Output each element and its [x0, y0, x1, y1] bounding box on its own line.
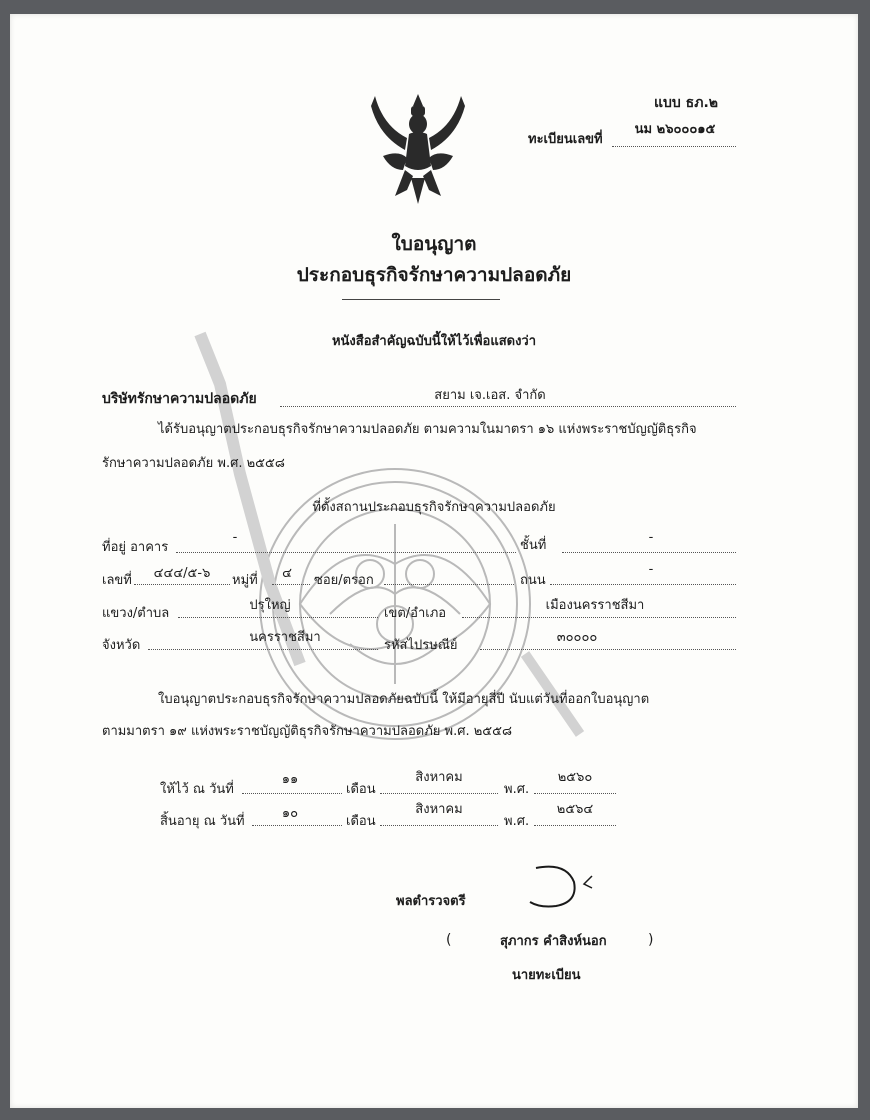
paragraph1-line1: ได้รับอนุญาตประกอบธุรกิจรักษาความปลอดภัย ตามความในมาตรา ๑๖ แห่งพระราชบัญญัติธุรกิจ [158, 422, 697, 437]
district-line [462, 617, 736, 618]
number-label: เลขที่ [102, 573, 132, 588]
road-label: ถนน [520, 573, 546, 588]
number-line [134, 584, 230, 585]
number-value: ๔๔๔/๕-๖ [153, 566, 211, 581]
issued-month-line [380, 793, 498, 794]
signer-open-paren: ( [446, 932, 452, 948]
company-label: บริษัทรักษาความปลอดภัย [102, 391, 257, 407]
license-document [10, 14, 858, 1108]
floor-line [562, 552, 736, 553]
expires-year-line [534, 825, 616, 826]
paragraph1-line2: รักษาความปลอดภัย พ.ศ. ๒๕๕๘ [102, 456, 285, 471]
subdistrict-value: ปรุใหญ่ [249, 598, 291, 613]
registration-line [612, 146, 736, 147]
expires-month-line [380, 825, 498, 826]
garuda-emblem-icon [365, 86, 471, 206]
province-value: นครราชสีมา [249, 630, 321, 645]
signature-icon [518, 860, 608, 916]
address-heading: ที่ตั้งสถานประกอบธุรกิจรักษาความปลอดภัย [312, 500, 556, 515]
moo-value: ๔ [282, 566, 292, 581]
registration-number: นม ๒๖๐๐๐๑๕ [634, 122, 716, 137]
floor-label: ชั้นที่ [520, 538, 547, 553]
registration-label: ทะเบียนเลขที่ [528, 132, 603, 147]
issued-month-label: เดือน [346, 782, 376, 797]
expires-month-label: เดือน [346, 814, 376, 829]
postcode-label: รหัสไปรษณีย์ [384, 638, 458, 653]
road-value: - [648, 562, 654, 577]
moo-label: หมู่ที่ [232, 573, 258, 588]
building-label: ที่อยู่ อาคาร [102, 540, 169, 555]
postcode-line [480, 649, 736, 650]
postcode-value: ๓๐๐๐๐ [556, 630, 598, 645]
signer-position: นายทะเบียน [512, 968, 581, 983]
district-value: เมืองนครราชสีมา [545, 598, 645, 613]
expires-month: สิงหาคม [415, 802, 463, 817]
district-label: เขต/อำเภอ [384, 606, 447, 621]
moo-line [272, 584, 310, 585]
province-label: จังหวัด [102, 638, 141, 653]
paragraph2-line1: ใบอนุญาตประกอบธุรกิจรักษาความปลอดภัยฉบับนี้ ให้มีอายุสี่ปี นับแต่วันที่ออกใบอนุญาต [158, 692, 650, 707]
issued-month: สิงหาคม [415, 770, 463, 785]
intro-text: หนังสือสำคัญฉบับนี้ให้ไว้เพื่อแสดงว่า [331, 334, 537, 349]
form-code: แบบ ธภ.๒ [654, 95, 718, 111]
building-line [176, 552, 516, 553]
issued-year-line [534, 793, 616, 794]
issued-day-line [242, 793, 342, 794]
building-value: - [232, 530, 238, 545]
soi-line [384, 584, 514, 585]
expires-label: สิ้นอายุ ณ วันที่ [160, 814, 245, 829]
issued-day: ๑๑ [281, 772, 299, 787]
issued-year: ๒๕๖๐ [557, 770, 593, 785]
expires-year: ๒๕๖๔ [556, 802, 594, 817]
issued-label: ให้ไว้ ณ วันที่ [160, 782, 234, 797]
subdistrict-label: แขวง/ตำบล [102, 606, 170, 621]
company-name: สยาม เจ.เอส. จำกัด [434, 388, 546, 403]
title-divider [342, 299, 500, 300]
road-line [550, 584, 736, 585]
expires-day: ๑๐ [281, 806, 299, 821]
signer-name: สุภากร คำสิงห์นอก [500, 934, 607, 949]
floor-value: - [648, 530, 654, 545]
expires-day-line [252, 825, 342, 826]
expires-year-label: พ.ศ. [504, 814, 530, 829]
province-line [148, 649, 378, 650]
signer-close-paren: ) [648, 932, 654, 948]
signer-rank: พลตำรวจตรี [396, 894, 466, 909]
issued-year-label: พ.ศ. [504, 782, 530, 797]
page-subtitle: ประกอบธุรกิจรักษาความปลอดภัย [296, 264, 572, 286]
paragraph2-line2: ตามมาตรา ๑๙ แห่งพระราชบัญญัติธุรกิจรักษาความปลอดภัย พ.ศ. ๒๕๕๘ [102, 724, 513, 739]
company-line [280, 406, 736, 407]
page-title: ใบอนุญาต [391, 233, 477, 255]
subdistrict-line [178, 617, 378, 618]
soi-label: ซอย/ตรอก [314, 573, 374, 588]
